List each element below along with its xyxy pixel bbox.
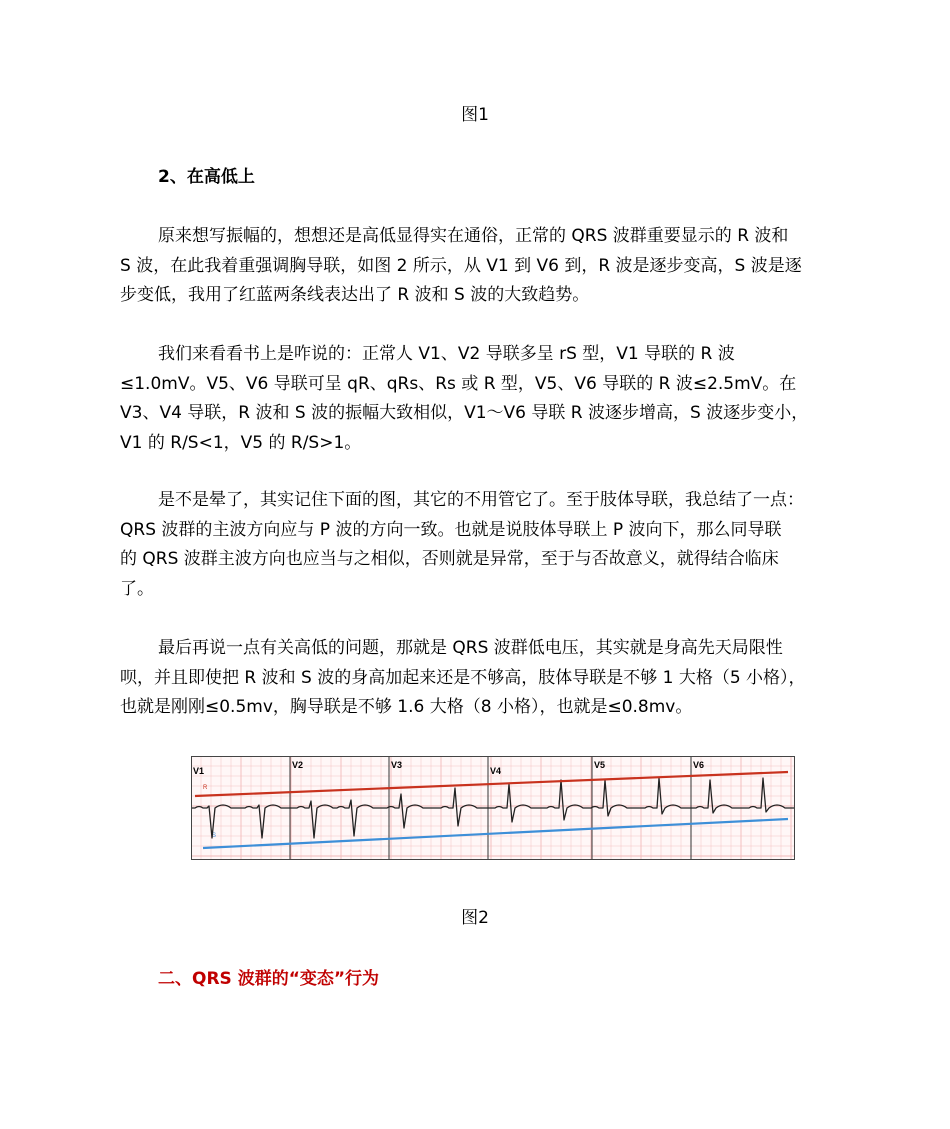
paragraph-3	[120, 486, 820, 604]
lead-label-v5: V5	[594, 760, 606, 770]
paragraph-1-line-2: S 波，在此我着重强调胸导联，如图 2 所示，从 V1 到 V6 到，R 波是逐步变高，S 波是逐	[120, 255, 802, 276]
figure-2-caption: 图2	[461, 908, 489, 928]
paragraph-4	[120, 634, 820, 723]
lead-label-v4: V4	[490, 766, 502, 776]
paragraph-4-line-1: 最后再说一点有关高低的问题，那就是 QRS 波群低电压，其实就是身高先天局限性	[158, 638, 783, 658]
paragraph-2-line-2: ≤1.0mV。V5、V6 导联可呈 qR、qRs、Rs 或 R 型，V5、V6 导联的 R 波≤2.5mV。在	[120, 373, 797, 394]
paragraph-4-line-2: 呗，并且即使把 R 波和 S 波的身高加起来还是不够高，肢体导联是不够 1 大格（5 小格），	[120, 667, 806, 688]
paragraph-1-line-3: 步变低，我用了红蓝两条线表达出了 R 波和 S 波的大致趋势。	[120, 285, 590, 305]
lead-label-v6: V6	[693, 760, 705, 770]
paragraph-3-line-4: 了。	[120, 578, 154, 599]
ecg-chest-leads-figure	[191, 756, 795, 860]
paragraph-1	[120, 222, 820, 311]
paragraph-2-line-3: V3、V4 导联，R 波和 S 波的振幅大致相似，V1～V6 导联 R 波逐步增高，S 波逐步变小，	[120, 403, 809, 423]
paragraph-1-line-1: 原来想写振幅的，想想还是高低显得实在通俗，正常的 QRS 波群重要显示的 R 波和	[158, 226, 789, 246]
paragraph-2-line-1: 我们来看看书上是咋说的：正常人 V1、V2 导联多呈 rS 型，V1 导联的 R 波	[158, 344, 735, 364]
section-2-heading: 2、在高低上	[158, 167, 255, 187]
lead-label-v1: V1	[193, 766, 205, 776]
paragraph-3-line-2: QRS 波群的主波方向应与 P 波的方向一致。也就是说肢体导联上 P 波向下，那么同导联	[120, 519, 782, 540]
figure-1-caption: 图1	[461, 105, 489, 125]
section-two-heading: 二、QRS 波群的“变态”行为	[158, 969, 380, 989]
lead-label-v3: V3	[391, 760, 403, 770]
lead-label-v2: V2	[292, 760, 304, 770]
paragraph-3-line-3: 的 QRS 波群主波方向也应当与之相似，否则就是异常，至于与否故意义，就得结合临床	[120, 549, 779, 569]
paragraph-4-line-3: 也就是刚刚≤0.5mv，胸导联是不够 1.6 大格（8 小格），也就是≤0.8mv。	[120, 697, 693, 717]
paragraph-2-line-4: V1 的 R/S<1，V5 的 R/S>1。	[120, 432, 362, 453]
s-wave-marker: S	[212, 833, 217, 839]
paragraph-3-line-1: 是不是晕了，其实记住下面的图，其它的不用管它了。至于肢体导联，我总结了一点：	[158, 490, 804, 510]
r-wave-marker: R	[203, 785, 208, 791]
paragraph-2	[120, 340, 820, 458]
